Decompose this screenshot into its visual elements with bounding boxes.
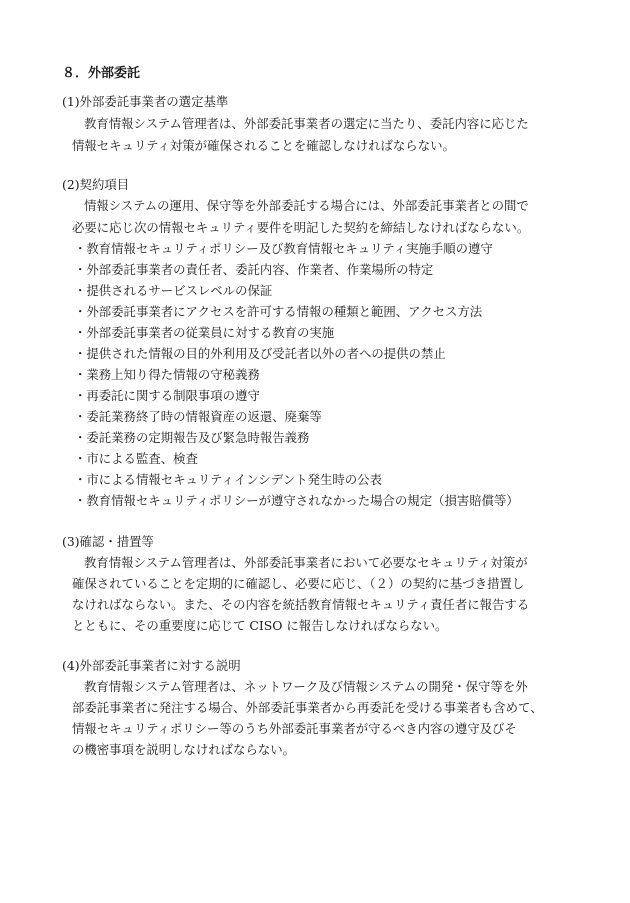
list-item: ・市による情報セキュリティインシデント発生時の公表 [74,472,382,487]
section-1-body-line-2: 情報セキュリティ対策が確保されることを確認しなければならない。 [72,138,455,153]
list-item: ・業務上知り得た情報の守秘義務 [74,367,260,382]
list-item: ・委託業務終了時の情報資産の返還、廃棄等 [74,409,322,424]
section-4-body-line-2: 部委託事業者に発注する場合、外部委託事業者から再委託を受ける事業者も含めて、 [72,700,543,715]
section-3-heading: (3)確認・措置等 [62,534,154,549]
section-1-heading: (1)外部委託事業者の選定基準 [62,94,229,109]
section-4-heading: (4)外部委託事業者に対する説明 [62,658,241,673]
section-4-body-line-4: の機密事項を説明しなければならない。 [72,742,296,757]
list-item: ・提供された情報の目的外利用及び受託者以外の者への提供の禁止 [74,346,446,361]
section-2-body-line-2: 必要に応じ次の情報セキュリティ要件を明記した契約を締結しなければならない。 [72,220,530,235]
list-item: ・教育情報セキュリティポリシー及び教育情報セキュリティ実施手順の遵守 [74,241,493,256]
section-2-body-line-1: 情報システムの運用、保守等を外部委託する場合には、外部委託事業者との間で [84,198,529,213]
list-item: ・市による監査、検査 [74,451,198,466]
section-title: ８．外部委託 [62,66,141,81]
list-item: ・教育情報セキュリティポリシーが遵守されなかった場合の規定（損害賠償等） [74,493,519,508]
section-4-body-line-1: 教育情報システム管理者は、ネットワーク及び情報システムの開発・保守等を外 [84,679,528,694]
list-item: ・外部委託事業者の従業員に対する教育の実施 [74,325,335,340]
section-3-body-line-2: 確保されていることを定期的に確認し、必要に応じ、（２）の契約に基づき措置し [72,576,525,591]
list-item: ・外部委託事業者にアクセスを許可する情報の種類と範囲、アクセス方法 [74,304,483,319]
section-3-body-line-3: なければならない。また、その内容を統括教育情報セキュリティ責任者に報告する [72,597,530,612]
section-4-body-line-3: 情報セキュリティポリシー等のうち外部委託事業者が守るべき内容の遵守及びそ [72,721,517,736]
section-1-body-line-1: 教育情報システム管理者は、外部委託事業者の選定に当たり、委託内容に応じた [84,116,529,131]
list-item: ・再委託に関する制限事項の遵守 [74,388,260,403]
section-2-heading: (2)契約項目 [62,177,130,192]
list-item: ・外部委託事業者の責任者、委託内容、作業者、作業場所の特定 [74,262,434,277]
list-item: ・委託業務の定期報告及び緊急時報告義務 [74,430,310,445]
list-item: ・提供されるサービスレベルの保証 [74,283,273,298]
section-3-body-line-4: とともに、その重要度に応じて CISO に報告しなければならない。 [72,618,448,633]
section-3-body-line-1: 教育情報システム管理者は、外部委託事業者において必要なセキュリティ対策が [84,555,528,570]
